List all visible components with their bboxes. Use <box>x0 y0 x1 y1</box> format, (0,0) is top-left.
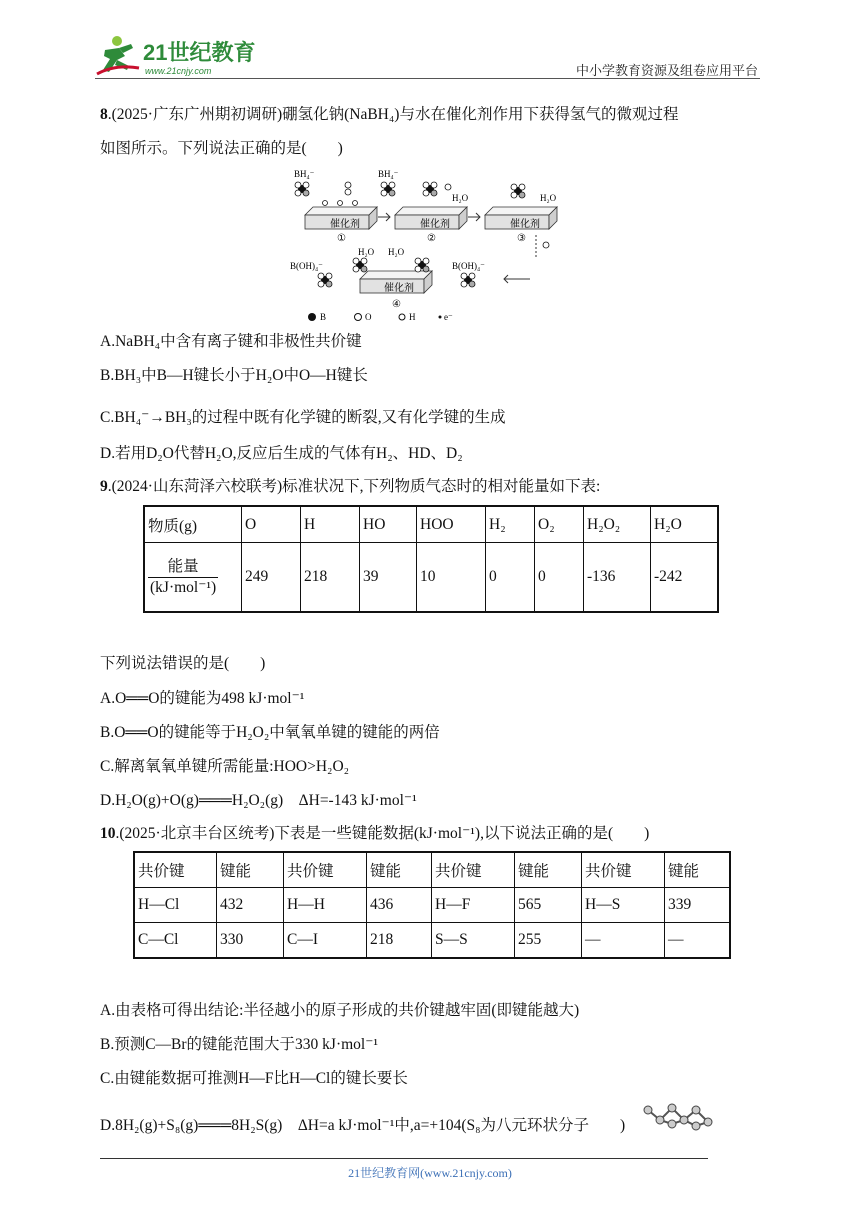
q9-stem: 9.(2024·山东菏泽六校联考)标准状况下,下列物质气态时的相对能量如下表: <box>100 478 601 495</box>
step-1-label: ① <box>337 233 346 244</box>
table-cell: H—Cl <box>134 888 217 923</box>
catalyst-label-4: 催化剂 <box>384 283 414 294</box>
q10-number: 10 <box>100 825 116 842</box>
q9-question: 下列说法错误的是( ) <box>100 655 266 672</box>
header-tagline: 中小学教育资源及组卷应用平台 <box>575 64 758 79</box>
catalyst-label-2: 催化剂 <box>420 219 450 230</box>
q10-option-a[interactable]: A.由表格可得出结论:半径越小的原子形成的共价键越牢固(即键能越大) <box>100 1002 580 1019</box>
header-divider <box>95 78 760 79</box>
step-4-label: ④ <box>392 299 401 310</box>
q8-option-c[interactable]: C.BH₄⁻→BH₃的过程中既有化学键的断裂,又有化学键的生成 <box>100 409 506 426</box>
catalyst-label-3: 催化剂 <box>510 219 540 230</box>
footer-divider <box>100 1158 708 1159</box>
table-cell: — <box>665 923 731 959</box>
brand-logo <box>95 34 295 78</box>
table-cell: 339 <box>665 888 731 923</box>
svg-text:e⁻: e⁻ <box>444 312 453 322</box>
q8-stem-line1: 8.(2025·广东广州期初调研)硼氢化钠(NaBH₄)与水在催化剂作用下获得氢气的微观过程 <box>100 106 679 123</box>
table-header-cell: H₂ <box>486 506 535 543</box>
table-cell: -136 <box>584 543 651 613</box>
bh4-label-right: BH₄⁻ <box>378 169 399 179</box>
q10-option-b[interactable]: B.预测C—Br的键能范围大于330 kJ·mol⁻¹ <box>100 1036 379 1053</box>
runner-icon <box>97 36 139 74</box>
table-cell: 330 <box>217 923 284 959</box>
table-header-cell: HO <box>360 506 417 543</box>
table-header-cell: O₂ <box>535 506 584 543</box>
table-header-cell: 键能 <box>217 852 284 888</box>
table-header-cell: 键能 <box>515 852 582 888</box>
table-cell: -242 <box>651 543 719 613</box>
q9-option-c[interactable]: C.解离氧氧单键所需能量:HOO>H₂O₂ <box>100 758 350 775</box>
table-cell: 218 <box>367 923 432 959</box>
table-header-cell: 键能 <box>665 852 731 888</box>
table-header-cell: 共价键 <box>582 852 665 888</box>
table-header-cell: H₂O₂ <box>584 506 651 543</box>
q10-stem: 10.(2025·北京丰台区统考)下表是一些键能数据(kJ·mol⁻¹),以下说法正确的是( ) <box>100 825 650 842</box>
h2o-label-bottom2: H₂O <box>388 247 405 257</box>
table-header-cell: 物质(g) <box>144 506 242 543</box>
brand-text: 21世纪教育 <box>143 40 256 65</box>
q8-option-b[interactable]: B.BH₃中B—H键长小于H₂O中O—H键长 <box>100 367 368 384</box>
table-cell: H—H <box>284 888 367 923</box>
q8-number: 8 <box>100 106 108 123</box>
table-cell: H—S <box>582 888 665 923</box>
table-header-row <box>144 506 718 543</box>
step-2-label: ② <box>427 233 436 244</box>
boh4-label-right: B(OH)₄⁻ <box>452 261 485 271</box>
svg-text:O: O <box>365 312 372 322</box>
step-3-label: ③ <box>517 233 526 244</box>
reaction-mechanism-diagram <box>290 165 560 325</box>
boh4-label-left: B(OH)₄⁻ <box>290 261 323 271</box>
table-cell: 0 <box>535 543 584 613</box>
table-cell: 0 <box>486 543 535 613</box>
table-cell: C—I <box>284 923 367 959</box>
s8-ring-molecule-icon <box>642 1100 714 1132</box>
q9-option-a[interactable]: A.O══O的键能为498 kJ·mol⁻¹ <box>100 690 305 707</box>
q8-stem-line2: 如图所示。下列说法正确的是( ) <box>100 140 343 157</box>
table-row <box>134 888 730 923</box>
table-cell: 39 <box>360 543 417 613</box>
table-cell: 218 <box>301 543 360 613</box>
table-header-row <box>134 852 730 888</box>
table-header-cell: 共价键 <box>284 852 367 888</box>
table-cell: C—Cl <box>134 923 217 959</box>
table-header-cell: H₂O <box>651 506 719 543</box>
table-header-cell: O <box>242 506 301 543</box>
table-cell: 432 <box>217 888 284 923</box>
table-cell: H—F <box>432 888 515 923</box>
table-cell: 436 <box>367 888 432 923</box>
table-header-cell: 共价键 <box>432 852 515 888</box>
table-cell: 255 <box>515 923 582 959</box>
table-row <box>144 543 718 613</box>
q8-option-a[interactable]: A.NaBH₄中含有离子键和非极性共价键 <box>100 333 362 350</box>
q9-option-d[interactable]: D.H₂O(g)+O(g)═══H₂O₂(g) ΔH=-143 kJ·mol⁻¹ <box>100 792 417 809</box>
q10-option-c[interactable]: C.由键能数据可推测H—F比H—Cl的键长要长 <box>100 1070 408 1087</box>
svg-text:B: B <box>320 312 327 322</box>
table-header-cell: HOO <box>417 506 486 543</box>
table-cell: 565 <box>515 888 582 923</box>
table-cell: 249 <box>242 543 301 613</box>
table-cell: S—S <box>432 923 515 959</box>
page-footer[interactable]: 21世纪教育网(www.21cnjy.com) <box>348 1166 512 1180</box>
table-header-cell: H <box>301 506 360 543</box>
svg-text:H: H <box>409 312 416 322</box>
table-header-cell: 共价键 <box>134 852 217 888</box>
brand-url: www.21cnjy.com <box>145 66 212 76</box>
q8-option-d[interactable]: D.若用D₂O代替H₂O,反应后生成的气体有H₂、HD、D₂ <box>100 445 463 462</box>
table-cell: 10 <box>417 543 486 613</box>
table-header-cell: 键能 <box>367 852 432 888</box>
bond-energy-table <box>133 851 731 959</box>
relative-energy-table <box>143 505 719 613</box>
table-cell: — <box>582 923 665 959</box>
h2o-label-top2: H₂O <box>540 193 557 203</box>
bh4-label-left: BH₄⁻ <box>294 169 315 179</box>
q10-option-d[interactable]: D.8H₂(g)+S₈(g)═══8H₂S(g) ΔH=a kJ·mol⁻¹中,a=+104(S₈为八元环状分子 ) <box>100 1117 626 1134</box>
q9-number: 9 <box>100 478 108 495</box>
table-row <box>134 923 730 959</box>
q9-option-b[interactable]: B.O══O的键能等于H₂O₂中氧氧单键的键能的两倍 <box>100 724 440 741</box>
h2o-label-bottom1: H₂O <box>358 247 375 257</box>
page-header <box>95 30 760 80</box>
energy-row-label: $\frac{\text{能量}}{\text{(kJ·mol⁻¹)}}$ <box>144 543 242 613</box>
catalyst-label-1: 催化剂 <box>330 219 360 230</box>
h2o-label-top1: H₂O <box>452 193 469 203</box>
diagram-legend <box>308 312 453 322</box>
